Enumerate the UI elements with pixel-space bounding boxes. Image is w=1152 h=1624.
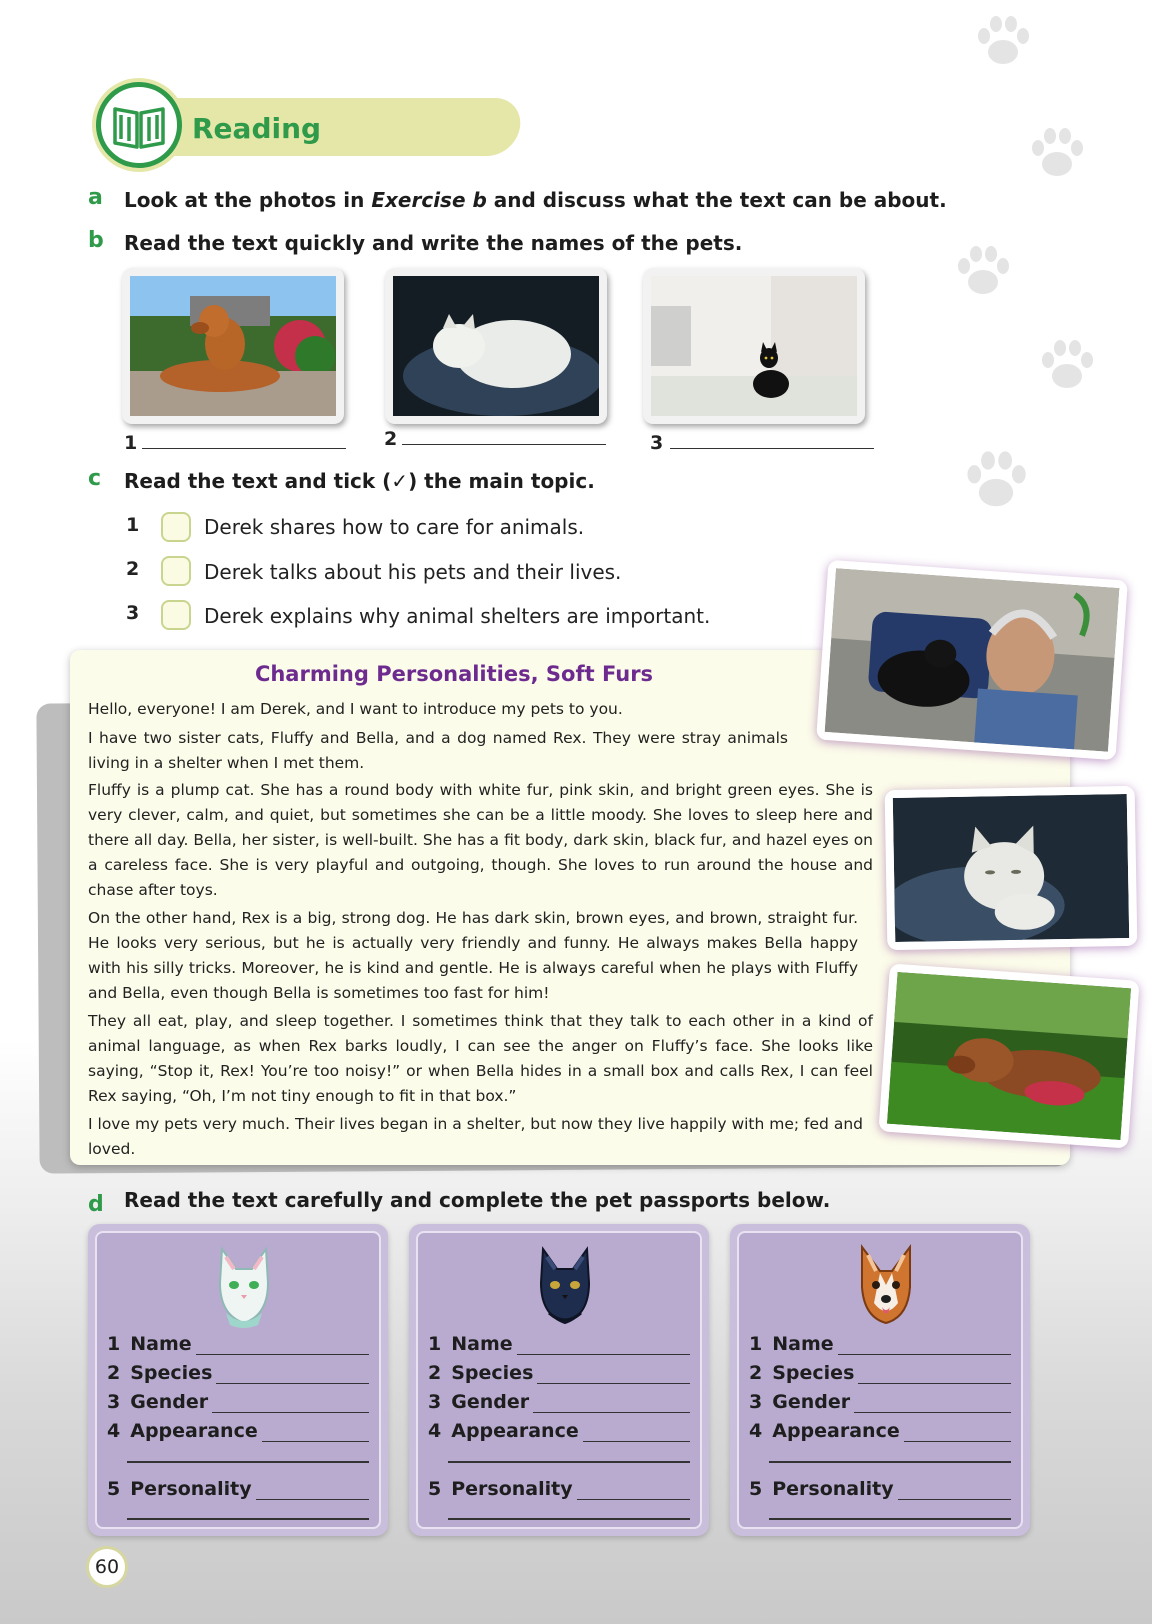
passport-field-gender: 3 Gender: [107, 1387, 369, 1413]
passport-field-personality: 5 Personality: [428, 1474, 690, 1500]
answer-line[interactable]: [838, 1337, 1011, 1355]
passport-field-species: 2 Species: [749, 1358, 1011, 1384]
exercise-letter: c: [88, 466, 102, 491]
exercise-a-instruction: Look at the photos in Exercise b and discuss what the text can be about.: [124, 188, 947, 212]
white-cat-photo: [385, 268, 607, 424]
option-number: 3: [126, 602, 140, 624]
exercise-letter: b: [88, 228, 104, 253]
option-text: Derek shares how to care for animals.: [204, 515, 585, 539]
passport-field-appearance: 4 Appearance: [107, 1416, 369, 1442]
derek-photo: [816, 560, 1128, 760]
answer-line[interactable]: [448, 1461, 690, 1463]
page-number: 60: [86, 1546, 128, 1588]
answer-line[interactable]: [196, 1337, 369, 1355]
answer-line[interactable]: [517, 1337, 690, 1355]
answer-line[interactable]: [904, 1424, 1011, 1442]
exercise-letter: d: [88, 1192, 104, 1217]
black-cat-photo: [643, 268, 865, 424]
article-paragraph: I have two sister cats, Fluffy and Bella, and a dog named Rex. They were stray animals living in a shelter when I met them.: [88, 729, 788, 772]
answer-line[interactable]: [212, 1395, 369, 1413]
section-title: Reading: [192, 112, 322, 145]
answer-line[interactable]: [854, 1395, 1011, 1413]
exercise-d-instruction: Read the text carefully and complete the pet passports below.: [124, 1188, 831, 1212]
answer-line[interactable]: [533, 1395, 690, 1413]
article-paragraph: They all eat, play, and sleep together. I sometimes think that they talk to each other in a kind of animal language, as when Rex barks loudly, I can see the anger on Fluffy’s face. She looks like saying, “Stop it, Rex! You’re too noisy!” or when Bella hides in a small box and calls Rex, I can feel Rex saying, “Oh, I’m not tiny enough to fit in that box.”: [88, 1012, 873, 1105]
tick-box[interactable]: [161, 512, 191, 542]
paw-print-icon: [968, 6, 1038, 76]
black-cat-icon: [533, 1243, 597, 1329]
answer-line[interactable]: [898, 1482, 1011, 1500]
passport-field-gender: 3 Gender: [749, 1387, 1011, 1413]
answer-line[interactable]: [577, 1482, 690, 1500]
paw-print-icon: [956, 440, 1036, 520]
pet-passport-fluffy: [88, 1224, 388, 1536]
answer-line[interactable]: [769, 1518, 1011, 1520]
exercise-b-instruction: Read the text quickly and write the names of the pets.: [124, 231, 743, 255]
open-book-icon: [101, 87, 177, 163]
answer-line[interactable]: [256, 1482, 369, 1500]
passport-field-personality: 5 Personality: [749, 1474, 1011, 1500]
article-title: Charming Personalities, Soft Furs: [254, 662, 654, 686]
option-number: 2: [126, 558, 140, 580]
option-text: Derek talks about his pets and their lives.: [204, 560, 622, 584]
answer-line[interactable]: [537, 1366, 690, 1384]
dog-photo: [122, 268, 344, 424]
passport-field-appearance: 4 Appearance: [749, 1416, 1011, 1442]
dog-on-grass-photo: [878, 963, 1139, 1148]
answer-number: 1: [124, 432, 138, 454]
passport-field-name: 1 Name: [428, 1329, 690, 1355]
article-paragraph: I love my pets very much. Their lives began in a shelter, but now they live happily with me; fed and loved.: [88, 1115, 863, 1158]
passport-field-personality: 5 Personality: [107, 1474, 369, 1500]
tick-box[interactable]: [161, 556, 191, 586]
answer-line[interactable]: [216, 1366, 369, 1384]
answer-line[interactable]: [583, 1424, 690, 1442]
answer-line[interactable]: [448, 1518, 690, 1520]
article-paragraph: Hello, everyone! I am Derek, and I want to introduce my pets to you.: [88, 700, 623, 718]
answer-line[interactable]: [262, 1424, 369, 1442]
option-text: Derek explains why animal shelters are important.: [204, 604, 711, 628]
paw-print-icon: [1032, 330, 1102, 400]
reading-logo: [96, 82, 182, 168]
white-cat-closeup-photo: [885, 786, 1138, 950]
passport-field-species: 2 Species: [107, 1358, 369, 1384]
option-number: 1: [126, 514, 140, 536]
answer-number: 2: [384, 428, 398, 450]
passport-field-name: 1 Name: [107, 1329, 369, 1355]
article-paragraph: Fluffy is a plump cat. She has a round body with white fur, pink skin, and bright green eyes. She is very clever, calm, and quiet, but sometimes she can be a little moody. She loves to sleep here and there all day. Bella, her sister, is well-built. She has a fit body, dark skin, black fur, and hazel eyes on a careless face. She is very playful and outgoing, though. She loves to run around the house and chase after toys.: [88, 781, 873, 899]
answer-line[interactable]: [402, 444, 606, 445]
pet-passport-bella: [409, 1224, 709, 1536]
passport-field-gender: 3 Gender: [428, 1387, 690, 1413]
answer-line[interactable]: [127, 1518, 369, 1520]
passport-field-name: 1 Name: [749, 1329, 1011, 1355]
white-cat-icon: [212, 1243, 276, 1329]
answer-number: 3: [650, 432, 664, 454]
tick-box[interactable]: [161, 600, 191, 630]
passport-field-appearance: 4 Appearance: [428, 1416, 690, 1442]
answer-line[interactable]: [127, 1461, 369, 1463]
passport-field-species: 2 Species: [428, 1358, 690, 1384]
answer-line[interactable]: [769, 1461, 1011, 1463]
exercise-c-instruction: Read the text and tick (✓) the main topic.: [124, 469, 595, 493]
article-paragraph: On the other hand, Rex is a big, strong dog. He has dark skin, brown eyes, and brown, straight fur. He looks very serious, but he is actually very friendly and funny. He always makes Bella happy with his silly tricks. Moreover, he is kind and gentle. He is always careful when he plays with Fluffy and Bella, even though Bella is sometimes too fast for him!: [88, 909, 858, 1002]
answer-line[interactable]: [142, 448, 346, 449]
answer-line[interactable]: [670, 448, 874, 449]
paw-print-icon: [1022, 118, 1092, 188]
dog-icon: [854, 1243, 918, 1329]
answer-line[interactable]: [858, 1366, 1011, 1384]
pet-passport-rex: [730, 1224, 1030, 1536]
paw-print-icon: [948, 236, 1018, 306]
exercise-letter: a: [88, 185, 103, 210]
